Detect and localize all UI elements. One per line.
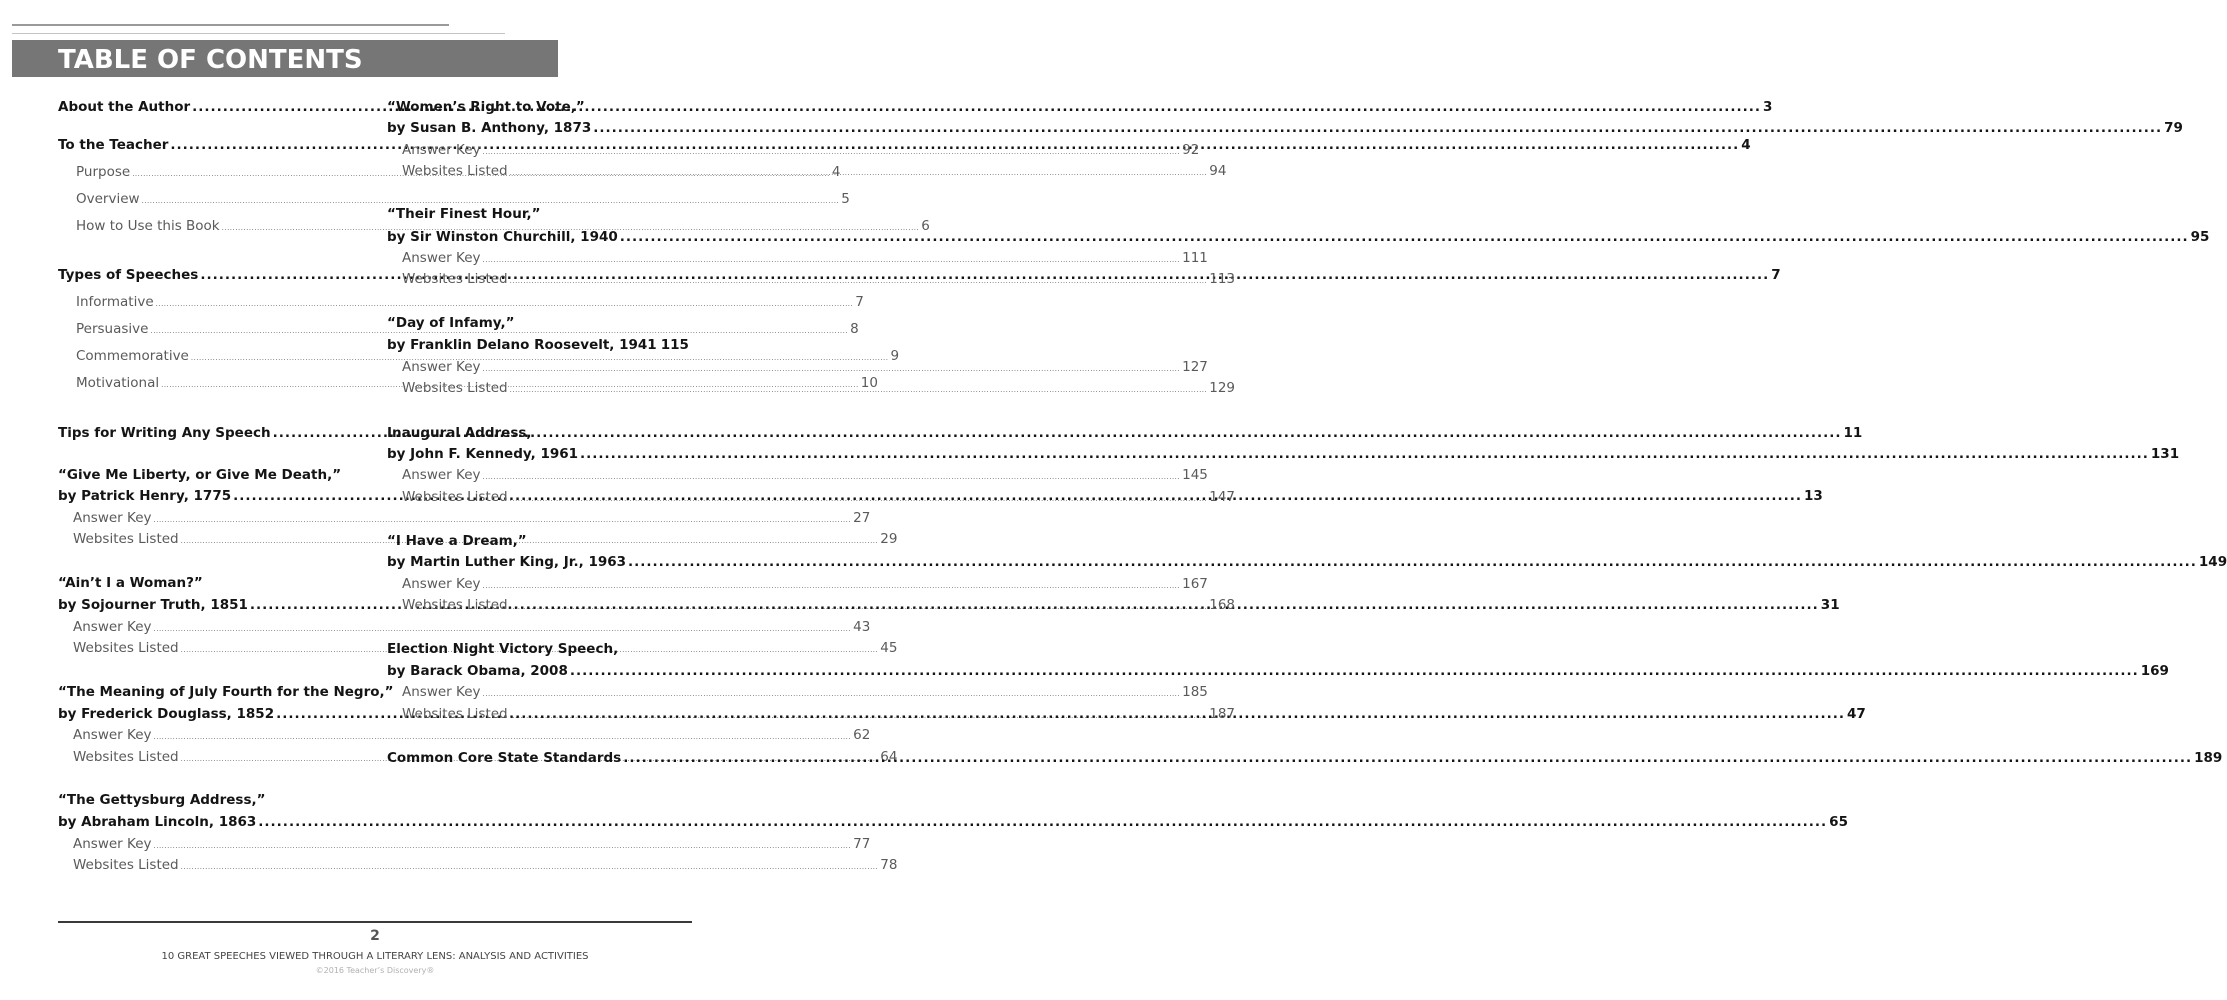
- toc-entry-page: 4: [1741, 137, 1751, 153]
- toc-entry-page: 127: [1182, 359, 1208, 375]
- toc-entry-page: 113: [1209, 271, 1236, 287]
- dot-leader: [593, 120, 2162, 136]
- toc-entry-label: “Give Me Liberty, or Give Me Death,”: [58, 467, 342, 483]
- toc-entry: [387, 554, 2227, 576]
- toc-entry-label: by Sojourner Truth, 1851: [58, 597, 248, 613]
- toc-entry-page: 9: [890, 348, 900, 364]
- toc-entry-page: 43: [853, 619, 871, 635]
- toc-entry-label: “Ain’t I a Woman?”: [58, 575, 203, 591]
- toc-entry-label: Websites Listed: [402, 489, 508, 505]
- toc-entry-page: 6: [921, 218, 930, 234]
- toc-entry-label: Answer Key: [73, 510, 152, 526]
- toc-entry-label: Answer Key: [402, 250, 481, 266]
- toc-entry-page: 45: [880, 640, 898, 656]
- toc-entry-label: Websites Listed: [402, 597, 508, 613]
- dot-leader: [628, 554, 2197, 570]
- toc-entry: [387, 142, 1200, 164]
- page-title: TABLE OF CONTENTS: [12, 40, 558, 77]
- dot-leader: [154, 842, 852, 850]
- dot-leader: [258, 814, 1827, 830]
- toc-entry-page: 78: [880, 857, 898, 873]
- toc-entry-label: by John F. Kennedy, 1961: [387, 446, 579, 462]
- dot-leader: [154, 625, 852, 633]
- toc-entry: [387, 663, 2169, 685]
- toc-entry: [387, 467, 1208, 489]
- toc-entry: [387, 120, 2183, 142]
- toc-entry-label: Inaugural Address,: [387, 425, 532, 441]
- toc-entry-label: Informative: [76, 294, 154, 310]
- toc-entry-page: 7: [855, 294, 864, 310]
- toc-entry: [387, 99, 684, 121]
- dot-leader: [510, 603, 1208, 611]
- footer-copyright: ©2016 Teacher’s Discovery®: [315, 966, 435, 975]
- dot-leader: [620, 229, 2189, 245]
- toc-entry-label: “Day of Infamy,”: [387, 315, 515, 331]
- toc-entry-label: Answer Key: [73, 727, 152, 743]
- toc-entry-label: Common Core State Standards: [387, 750, 622, 766]
- toc-entry: [58, 510, 871, 532]
- dot-leader: [580, 446, 2149, 462]
- toc-entry: [387, 206, 684, 228]
- toc-entry: [58, 836, 871, 858]
- dot-leader: [483, 582, 1181, 590]
- toc-entry: [387, 641, 684, 663]
- toc-entry-label: “Their Finest Hour,”: [387, 206, 541, 222]
- dot-leader: [483, 365, 1181, 373]
- toc-entry-label: by Sir Winston Churchill, 1940: [387, 229, 618, 245]
- toc-entry-label: Purpose: [76, 164, 131, 180]
- dot-leader: [570, 663, 2139, 679]
- toc-entry-label: Websites Listed: [402, 380, 508, 396]
- dot-leader: [510, 495, 1208, 503]
- toc-entry-page: 94: [1209, 163, 1227, 179]
- toc-entry-label: Election Night Victory Speech,: [387, 641, 619, 657]
- toc-entry-page: 65: [1829, 814, 1848, 830]
- toc-entry-page: 8: [850, 321, 859, 337]
- toc-entry-label: by Barack Obama, 2008: [387, 663, 568, 679]
- dot-leader: [483, 473, 1181, 481]
- toc-entry: [387, 489, 1236, 511]
- toc-entry-label: Tips for Writing Any Speech: [58, 425, 271, 441]
- toc-entry-label: Answer Key: [402, 359, 481, 375]
- toc-entry-page: 29: [880, 531, 898, 547]
- dot-leader: [483, 148, 1181, 156]
- toc-entry-page: 189: [2194, 750, 2223, 766]
- toc-entry-label: Persuasive: [76, 321, 149, 337]
- toc-entry-label: “Women’s Right to Vote,”: [387, 99, 585, 115]
- toc-entry-label: by Franklin Delano Roosevelt, 1941: [387, 337, 657, 353]
- toc-entry-page: 13: [1803, 488, 1823, 504]
- toc-entry: [387, 250, 1208, 272]
- page-number: 2: [370, 928, 380, 944]
- toc-entry: [58, 467, 354, 489]
- toc-entry-label: “The Gettysburg Address,”: [58, 792, 266, 808]
- toc-entry-label: Answer Key: [73, 619, 152, 635]
- toc-entry: [387, 337, 689, 359]
- toc-entry-label: Answer Key: [73, 836, 152, 852]
- footer-book-title: 10 GREAT SPEECHES VIEWED THROUGH A LITERARY LENS: ANALYSIS AND ACTIVITIES: [161, 951, 589, 962]
- top-rule-thin: [12, 33, 505, 34]
- toc-entry-label: Commemorative: [76, 348, 189, 364]
- dot-leader: [510, 386, 1208, 394]
- toc-entry-page: 95: [2190, 229, 2210, 245]
- toc-entry-label: Websites Listed: [73, 531, 179, 547]
- toc-entry: [387, 533, 684, 555]
- dot-leader: [154, 516, 852, 524]
- dot-leader: [510, 169, 1208, 177]
- toc-entry-page: 131: [2150, 446, 2180, 462]
- toc-entry-page: 10: [860, 375, 878, 391]
- toc-entry-page: 167: [1182, 576, 1208, 592]
- toc-entry-page: 129: [1209, 380, 1236, 396]
- dot-leader: [142, 197, 840, 205]
- toc-entry-label: Websites Listed: [402, 706, 508, 722]
- toc-entry-page: 111: [1182, 250, 1208, 266]
- toc-entry-label: “The Meaning of July Fourth for the Negro,”: [58, 684, 394, 700]
- toc-entry-page: 11: [1843, 425, 1863, 441]
- toc-entry-label: Answer Key: [402, 684, 481, 700]
- toc-entry-label: Overview: [76, 191, 140, 207]
- dot-leader: [156, 300, 854, 308]
- toc-entry-page: 145: [1182, 467, 1208, 483]
- toc-entry-label: Answer Key: [402, 576, 481, 592]
- toc-entry: [387, 597, 1236, 619]
- toc-entry: [387, 446, 2180, 468]
- dot-leader: [483, 690, 1181, 698]
- toc-entry: [58, 857, 898, 879]
- toc-entry: [387, 684, 1208, 706]
- toc-entry-label: How to Use this Book: [76, 218, 220, 234]
- toc-entry: [58, 619, 871, 641]
- toc-entry: [58, 684, 394, 706]
- toc-entry-page: 64: [880, 749, 898, 765]
- toc-entry-page: 27: [853, 510, 871, 526]
- toc-entry: [387, 229, 2210, 251]
- toc-entry-label: Websites Listed: [402, 271, 508, 287]
- dot-leader: [483, 256, 1181, 264]
- toc-entry: [58, 792, 354, 814]
- toc-entry-label: by Frederick Douglass, 1852: [58, 706, 275, 722]
- dot-leader: [623, 750, 2192, 766]
- toc-entry-page: 92: [1182, 142, 1200, 158]
- toc-entry-page: 62: [853, 727, 871, 743]
- footer-rule: [58, 921, 692, 923]
- toc-entry: [387, 425, 684, 447]
- dot-leader: [181, 863, 879, 871]
- toc-entry: [387, 576, 1208, 598]
- toc-entry: [58, 294, 864, 316]
- toc-entry: [387, 271, 1236, 293]
- toc-entry-label: by Patrick Henry, 1775: [58, 488, 232, 504]
- toc-entry: [387, 706, 1236, 728]
- toc-entry: [387, 359, 1208, 381]
- toc-entry-label: To the Teacher: [58, 137, 169, 153]
- toc-entry-page: 31: [1820, 597, 1840, 613]
- toc-entry-label: by Susan B. Anthony, 1873: [387, 120, 592, 136]
- toc-entry-page: 115: [660, 337, 689, 353]
- dot-leader: [510, 277, 1208, 285]
- toc-entry-page: 169: [2140, 663, 2169, 679]
- toc-entry-label: Answer Key: [402, 142, 481, 158]
- toc-entry-label: About the Author: [58, 99, 191, 115]
- toc-entry-page: 187: [1209, 706, 1236, 722]
- toc-entry: [387, 163, 1227, 185]
- dot-leader: [154, 733, 852, 741]
- toc-entry-page: 7: [1771, 267, 1781, 283]
- toc-entry: [387, 315, 684, 337]
- toc-entry: [58, 191, 850, 213]
- toc-entry-label: Websites Listed: [402, 163, 508, 179]
- toc-entry-label: Websites Listed: [73, 640, 179, 656]
- toc-entry-label: Websites Listed: [73, 749, 179, 765]
- toc-entry-label: by Martin Luther King, Jr., 1963: [387, 554, 627, 570]
- toc-entry-label: “I Have a Dream,”: [387, 533, 527, 549]
- toc-entry-label: Websites Listed: [73, 857, 179, 873]
- toc-entry-page: 147: [1209, 489, 1236, 505]
- toc-entry-page: 149: [2198, 554, 2227, 570]
- toc-entry-page: 77: [853, 836, 871, 852]
- toc-entry-page: 3: [1763, 99, 1773, 115]
- toc-entry-label: Answer Key: [402, 467, 481, 483]
- toc-entry-label: by Abraham Lincoln, 1863: [58, 814, 257, 830]
- toc-entry: [58, 727, 871, 749]
- top-rule: [12, 24, 449, 26]
- toc-entry-page: 4: [831, 164, 841, 180]
- toc-entry-page: 168: [1209, 597, 1236, 613]
- toc-entry-label: Types of Speeches: [58, 267, 199, 283]
- toc-entry-page: 5: [841, 191, 850, 207]
- toc-entry-page: 47: [1846, 706, 1866, 722]
- toc-entry-page: 185: [1182, 684, 1208, 700]
- dot-leader: [510, 712, 1208, 720]
- toc-entry-label: Motivational: [76, 375, 160, 391]
- toc-entry: [58, 814, 1848, 836]
- toc-entry-page: 79: [2164, 120, 2183, 136]
- toc-entry: [58, 575, 354, 597]
